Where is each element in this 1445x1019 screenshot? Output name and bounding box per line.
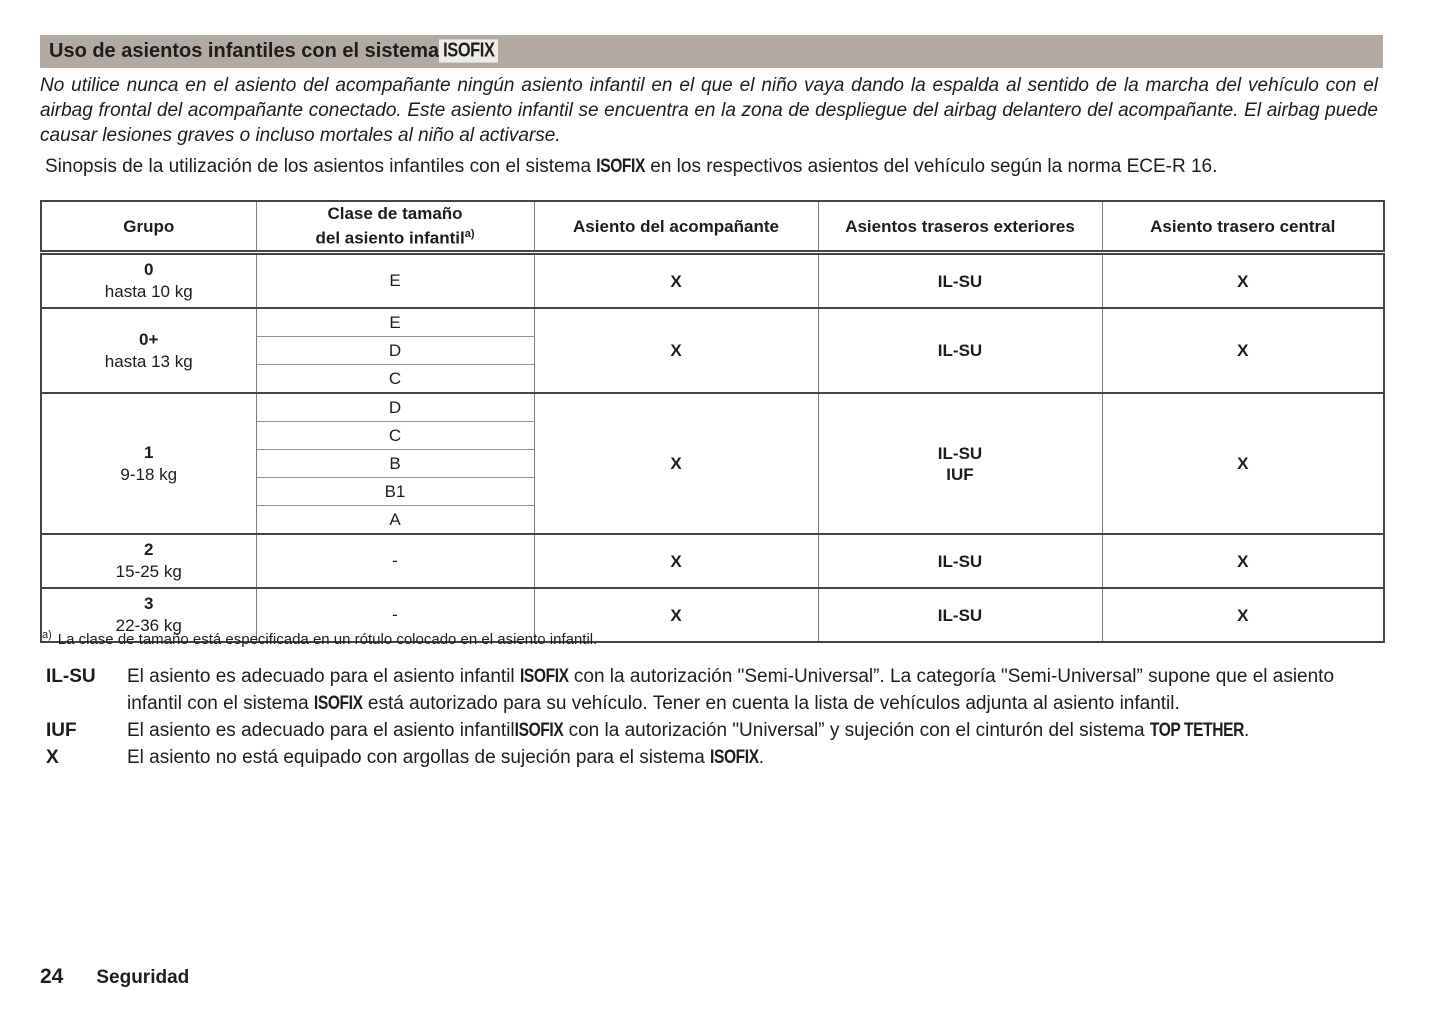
size-class-cell: B	[256, 450, 534, 478]
group-cell	[41, 308, 256, 393]
front-seat-cell: X	[534, 308, 818, 393]
column-header: Grupo	[41, 201, 256, 253]
size-class-cell: A	[256, 506, 534, 535]
legend	[46, 664, 1378, 772]
text-segment: El asiento es adecuado para el asiento infantil	[127, 666, 520, 687]
legend-row	[46, 745, 1378, 772]
rear-outer-seats-cell: IL-SU	[818, 308, 1102, 393]
table-row	[41, 393, 1384, 422]
column-header: Asiento del acompañante	[534, 201, 818, 253]
legend-definition	[127, 745, 1378, 772]
brand-text: ISOFIX	[313, 693, 363, 715]
isofix-seat-table	[40, 200, 1385, 643]
size-class-cell: -	[256, 534, 534, 588]
footnote-text: La clase de tamaño está especificada en un rótulo colocado en el asiento infantil.	[57, 631, 598, 648]
brand-text: ISOFIX	[710, 747, 759, 769]
legend-row	[46, 664, 1378, 718]
size-class-cell: -	[256, 588, 534, 642]
column-header: Asiento trasero central	[1102, 201, 1384, 253]
intro-paragraph	[45, 155, 1375, 180]
section-title: Seguridad	[96, 967, 190, 988]
rear-outer-seats-cell: IL-SU IUF	[818, 393, 1102, 534]
group-number: 2	[144, 540, 154, 559]
table-row	[41, 308, 1384, 337]
size-class-cell: C	[256, 365, 534, 394]
front-seat-cell: X	[534, 393, 818, 534]
group-weight: 15-25 kg	[115, 562, 182, 581]
size-class-cell: D	[256, 393, 534, 422]
front-seat-cell: X	[534, 588, 818, 642]
rear-outer-seats-cell: IL-SU	[818, 534, 1102, 588]
size-class-cell: E	[256, 253, 534, 309]
text-segment: .	[1243, 720, 1250, 741]
legend-term: X	[46, 747, 59, 768]
table-row	[41, 534, 1384, 588]
text-segment: en los respectivos asientos del vehículo según la norma ECE-R 16.	[644, 156, 1218, 177]
front-seat-cell: X	[534, 534, 818, 588]
group-weight: hasta 10 kg	[104, 282, 193, 301]
brand-text: ISOFIX	[514, 720, 564, 742]
brand-text: TOP TETHER	[1149, 720, 1244, 742]
group-number: 0	[144, 260, 154, 279]
table-body	[41, 253, 1384, 643]
front-seat-cell: X	[534, 253, 818, 309]
text-segment: El asiento es adecuado para el asiento infantil	[127, 720, 515, 741]
size-class-cell: B1	[256, 478, 534, 506]
text-segment: Uso de asientos infantiles con el sistema	[49, 40, 440, 62]
page-number: 24	[40, 965, 64, 988]
group-cell	[41, 253, 256, 309]
rear-center-seat-cell: X	[1102, 534, 1384, 588]
legend-term: IUF	[46, 720, 77, 741]
rear-outer-seats-cell: IL-SU	[818, 253, 1102, 309]
brand-text: ISOFIX	[519, 666, 569, 688]
footnote-ref: a)	[464, 228, 475, 241]
size-class-cell: D	[256, 337, 534, 365]
brand-text: ISOFIX	[596, 156, 645, 178]
rear-center-seat-cell: X	[1102, 393, 1384, 534]
text-segment: con la autorización "Universal” y sujeción con el cinturón del sistema	[563, 720, 1150, 741]
rear-center-seat-cell: X	[1102, 588, 1384, 642]
text-segment: está autorizado para su vehículo. Tener en cuenta la lista de vehículos adjunta al asiento infantil.	[362, 693, 1180, 714]
group-cell	[41, 534, 256, 588]
legend-term: IL-SU	[46, 666, 96, 687]
table-row	[41, 253, 1384, 309]
text-segment: .	[758, 747, 764, 768]
section-header-bar	[40, 35, 1383, 68]
column-header: Clase de tamaño del asiento infantil$^{a)}$	[256, 201, 534, 253]
rear-outer-seats-cell: IL-SU	[818, 588, 1102, 642]
group-weight: 22-36 kg	[115, 616, 182, 635]
table-header-row	[41, 201, 1384, 253]
footnote-marker: a)	[42, 629, 52, 641]
group-weight: hasta 13 kg	[104, 351, 193, 371]
column-header: Asientos traseros exteriores	[818, 201, 1102, 253]
warning-paragraph: No utilice nunca en el asiento del acompañante ningún asiento infantil en el que el niño vaya dando la espalda al sentido de la marcha del vehículo con el airbag frontal del acompañante conectado. Este asiento infantil se encuentra en la zona de despliegue del airbag delantero del acompañante. El airbag puede causar lesiones graves o incluso mortales al niño al activarse.	[40, 75, 1378, 146]
text-segment: El asiento no está equipado con argollas de sujeción para el sistema	[127, 747, 711, 768]
text-segment: Sinopsis de la utilización de los asientos infantiles con el sistema	[45, 156, 597, 177]
group-number: 1	[144, 442, 154, 462]
legend-row	[46, 718, 1378, 745]
text-segment: con la autorización "Semi-Universal”. La categoría "Semi-Universal” supone que el asiento infantil con el sistema	[127, 666, 1335, 714]
page-footer	[40, 965, 189, 989]
footnote	[42, 626, 1342, 649]
group-cell	[41, 393, 256, 534]
legend-definition	[127, 664, 1378, 718]
group-weight: 9-18 kg	[120, 464, 178, 484]
size-class-cell: C	[256, 422, 534, 450]
legend-definition	[127, 718, 1378, 745]
group-number: 3	[144, 594, 154, 613]
size-class-cell: E	[256, 308, 534, 337]
group-number: 0+	[139, 329, 159, 349]
brand-text: ISOFIX	[439, 39, 498, 62]
rear-center-seat-cell: X	[1102, 308, 1384, 393]
rear-center-seat-cell: X	[1102, 253, 1384, 309]
